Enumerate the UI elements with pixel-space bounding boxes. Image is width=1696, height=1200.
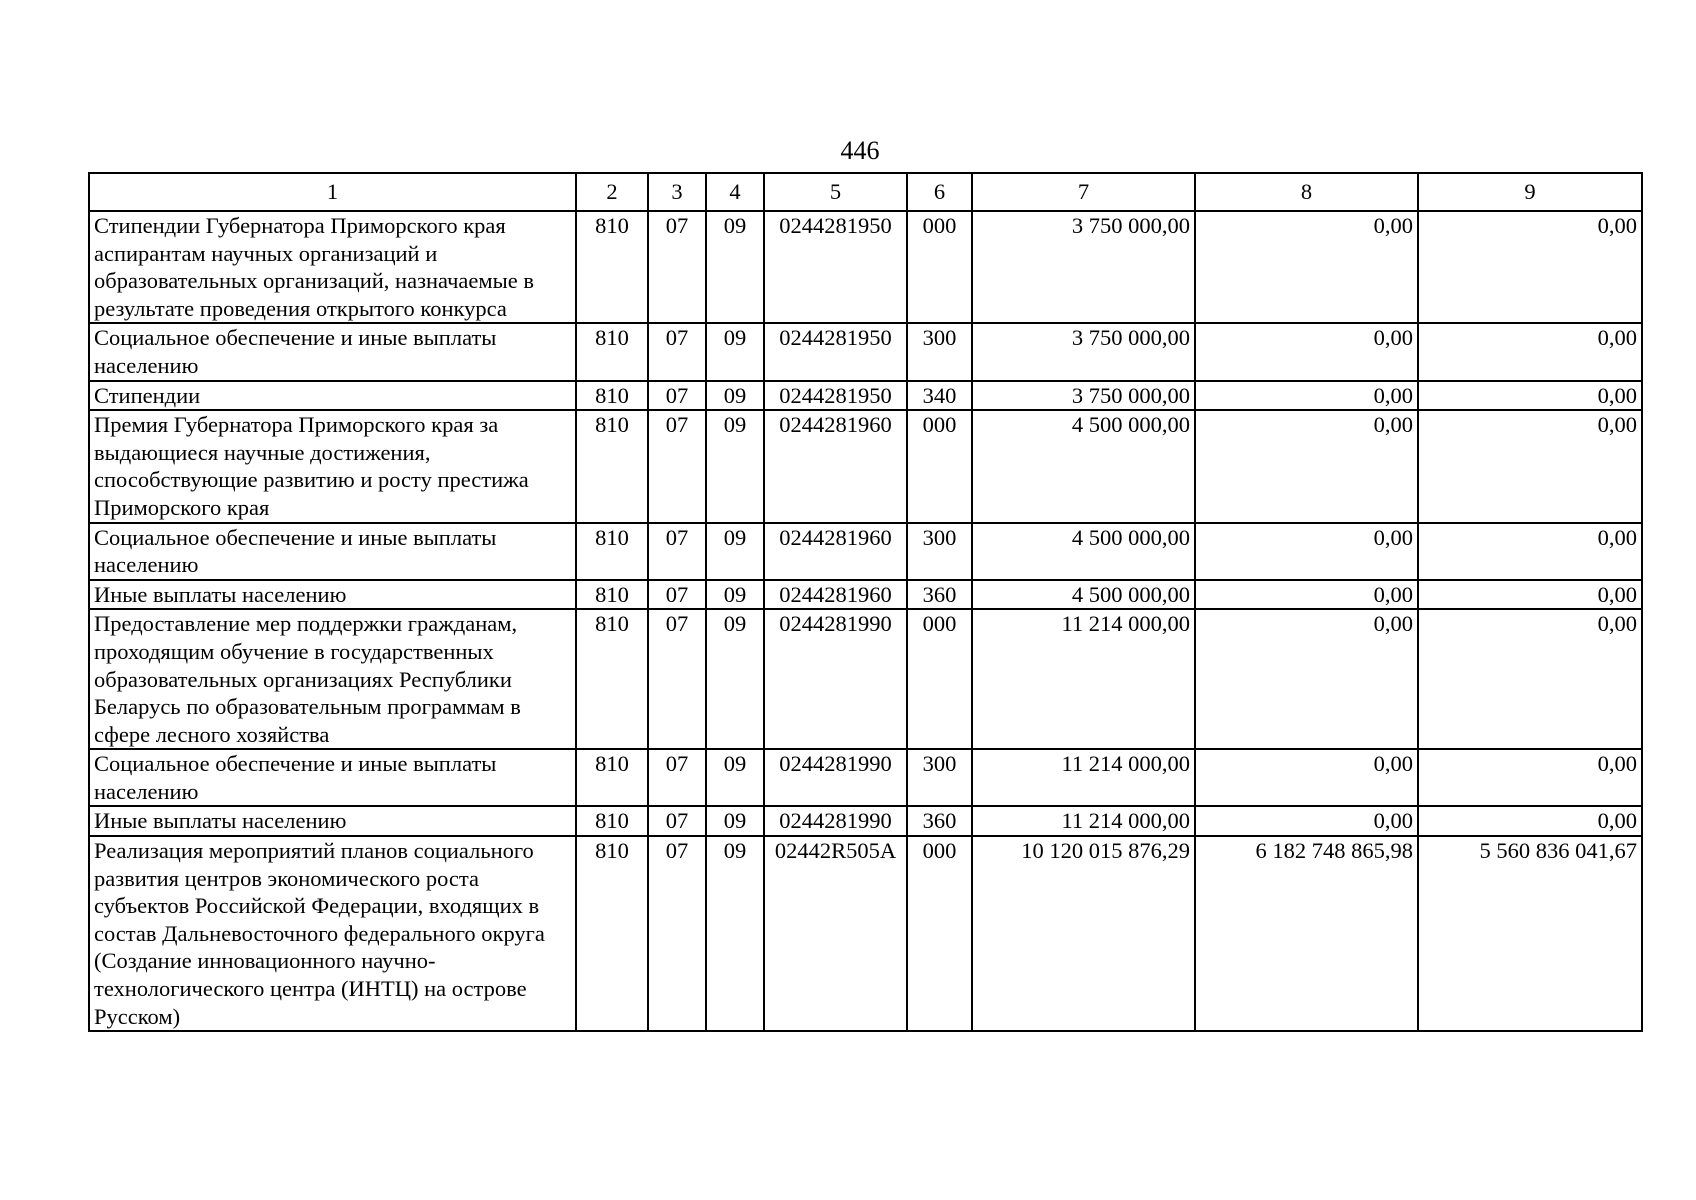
item-name: Стипендии — [89, 381, 576, 411]
column-header: 4 — [706, 173, 764, 211]
code-section: 07 — [648, 609, 706, 749]
code-expense-type: 000 — [907, 211, 972, 323]
amount-col7: 3 750 000,00 — [972, 381, 1195, 411]
amount-col9: 0,00 — [1418, 323, 1642, 380]
amount-col7: 3 750 000,00 — [972, 211, 1195, 323]
code-subsection: 09 — [706, 806, 764, 836]
code-section: 07 — [648, 523, 706, 580]
column-header: 9 — [1418, 173, 1642, 211]
code-subsection: 09 — [706, 749, 764, 806]
table-row — [89, 749, 1642, 806]
table-row — [89, 410, 1642, 522]
code-target-article: 0244281960 — [764, 410, 907, 522]
code-section: 07 — [648, 580, 706, 610]
column-header: 8 — [1195, 173, 1418, 211]
code-section: 07 — [648, 323, 706, 380]
code-target-article: 0244281950 — [764, 323, 907, 380]
code-section: 07 — [648, 836, 706, 1031]
amount-col8: 0,00 — [1195, 323, 1418, 380]
code-target-article: 0244281990 — [764, 806, 907, 836]
code-gr: 810 — [576, 323, 648, 380]
page-number: 446 — [840, 136, 880, 165]
code-section: 07 — [648, 806, 706, 836]
amount-col9: 0,00 — [1418, 806, 1642, 836]
amount-col7: 11 214 000,00 — [972, 609, 1195, 749]
amount-col7: 4 500 000,00 — [972, 410, 1195, 522]
amount-col7: 11 214 000,00 — [972, 749, 1195, 806]
item-name: Социальное обеспечение и иные выплаты населению — [89, 523, 576, 580]
table-row — [89, 381, 1642, 411]
item-name: Реализация мероприятий планов социального развития центров экономического роста субъектов Российской Федерации, входящих в состав Дальневосточного федерального округа (Создание инновационного научно-технологического центра (ИНТЦ) на острове Русском) — [89, 836, 576, 1031]
code-section: 07 — [648, 410, 706, 522]
amount-col8: 0,00 — [1195, 749, 1418, 806]
table-row — [89, 523, 1642, 580]
amount-col8: 0,00 — [1195, 523, 1418, 580]
table-row — [89, 211, 1642, 323]
code-subsection: 09 — [706, 580, 764, 610]
column-header: 2 — [576, 173, 648, 211]
code-gr: 810 — [576, 609, 648, 749]
code-target-article: 0244281990 — [764, 609, 907, 749]
code-subsection: 09 — [706, 381, 764, 411]
code-expense-type: 300 — [907, 523, 972, 580]
code-gr: 810 — [576, 410, 648, 522]
code-gr: 810 — [576, 580, 648, 610]
item-name: Стипендии Губернатора Приморского края аспирантам научных организаций и образовательных организаций, назначаемые в результате проведения открытого конкурса — [89, 211, 576, 323]
table-row — [89, 323, 1642, 380]
budget-table — [88, 172, 1643, 1032]
code-subsection: 09 — [706, 609, 764, 749]
code-target-article: 0244281960 — [764, 523, 907, 580]
code-target-article: 0244281960 — [764, 580, 907, 610]
code-expense-type: 300 — [907, 749, 972, 806]
column-header: 7 — [972, 173, 1195, 211]
column-header: 1 — [89, 173, 576, 211]
table-row — [89, 609, 1642, 749]
code-gr: 810 — [576, 381, 648, 411]
amount-col9: 5 560 836 041,67 — [1418, 836, 1642, 1031]
amount-col8: 0,00 — [1195, 211, 1418, 323]
header-row — [89, 173, 1642, 211]
code-expense-type: 360 — [907, 580, 972, 610]
amount-col7: 4 500 000,00 — [972, 523, 1195, 580]
code-gr: 810 — [576, 523, 648, 580]
amount-col7: 11 214 000,00 — [972, 806, 1195, 836]
code-target-article: 0244281990 — [764, 749, 907, 806]
code-expense-type: 360 — [907, 806, 972, 836]
code-subsection: 09 — [706, 211, 764, 323]
code-expense-type: 300 — [907, 323, 972, 380]
amount-col7: 3 750 000,00 — [972, 323, 1195, 380]
column-header: 6 — [907, 173, 972, 211]
item-name: Социальное обеспечение и иные выплаты населению — [89, 749, 576, 806]
table-body — [89, 211, 1642, 1031]
amount-col9: 0,00 — [1418, 580, 1642, 610]
code-target-article: 02442R505A — [764, 836, 907, 1031]
amount-col9: 0,00 — [1418, 523, 1642, 580]
code-gr: 810 — [576, 806, 648, 836]
code-subsection: 09 — [706, 323, 764, 380]
amount-col7: 10 120 015 876,29 — [972, 836, 1195, 1031]
code-subsection: 09 — [706, 523, 764, 580]
code-gr: 810 — [576, 211, 648, 323]
amount-col7: 4 500 000,00 — [972, 580, 1195, 610]
amount-col9: 0,00 — [1418, 211, 1642, 323]
column-header: 5 — [764, 173, 907, 211]
amount-col8: 6 182 748 865,98 — [1195, 836, 1418, 1031]
item-name: Иные выплаты населению — [89, 806, 576, 836]
amount-col9: 0,00 — [1418, 410, 1642, 522]
code-subsection: 09 — [706, 410, 764, 522]
item-name: Социальное обеспечение и иные выплаты населению — [89, 323, 576, 380]
table-row — [89, 806, 1642, 836]
amount-col8: 0,00 — [1195, 609, 1418, 749]
code-gr: 810 — [576, 836, 648, 1031]
amount-col9: 0,00 — [1418, 609, 1642, 749]
code-expense-type: 000 — [907, 609, 972, 749]
item-name: Иные выплаты населению — [89, 580, 576, 610]
code-gr: 810 — [576, 749, 648, 806]
code-expense-type: 000 — [907, 410, 972, 522]
code-expense-type: 340 — [907, 381, 972, 411]
amount-col8: 0,00 — [1195, 580, 1418, 610]
table-row — [89, 836, 1642, 1031]
amount-col9: 0,00 — [1418, 381, 1642, 411]
amount-col8: 0,00 — [1195, 806, 1418, 836]
code-section: 07 — [648, 749, 706, 806]
code-target-article: 0244281950 — [764, 211, 907, 323]
code-expense-type: 000 — [907, 836, 972, 1031]
code-subsection: 09 — [706, 836, 764, 1031]
amount-col8: 0,00 — [1195, 410, 1418, 522]
column-header: 3 — [648, 173, 706, 211]
amount-col9: 0,00 — [1418, 749, 1642, 806]
item-name: Премия Губернатора Приморского края за выдающиеся научные достижения, способствующие развитию и росту престижа Приморского края — [89, 410, 576, 522]
code-section: 07 — [648, 211, 706, 323]
code-section: 07 — [648, 381, 706, 411]
table-row — [89, 580, 1642, 610]
item-name: Предоставление мер поддержки гражданам, проходящим обучение в государственных образовательных организациях Республики Беларусь по образовательным программам в сфере лесного хозяйства — [89, 609, 576, 749]
code-target-article: 0244281950 — [764, 381, 907, 411]
amount-col8: 0,00 — [1195, 381, 1418, 411]
